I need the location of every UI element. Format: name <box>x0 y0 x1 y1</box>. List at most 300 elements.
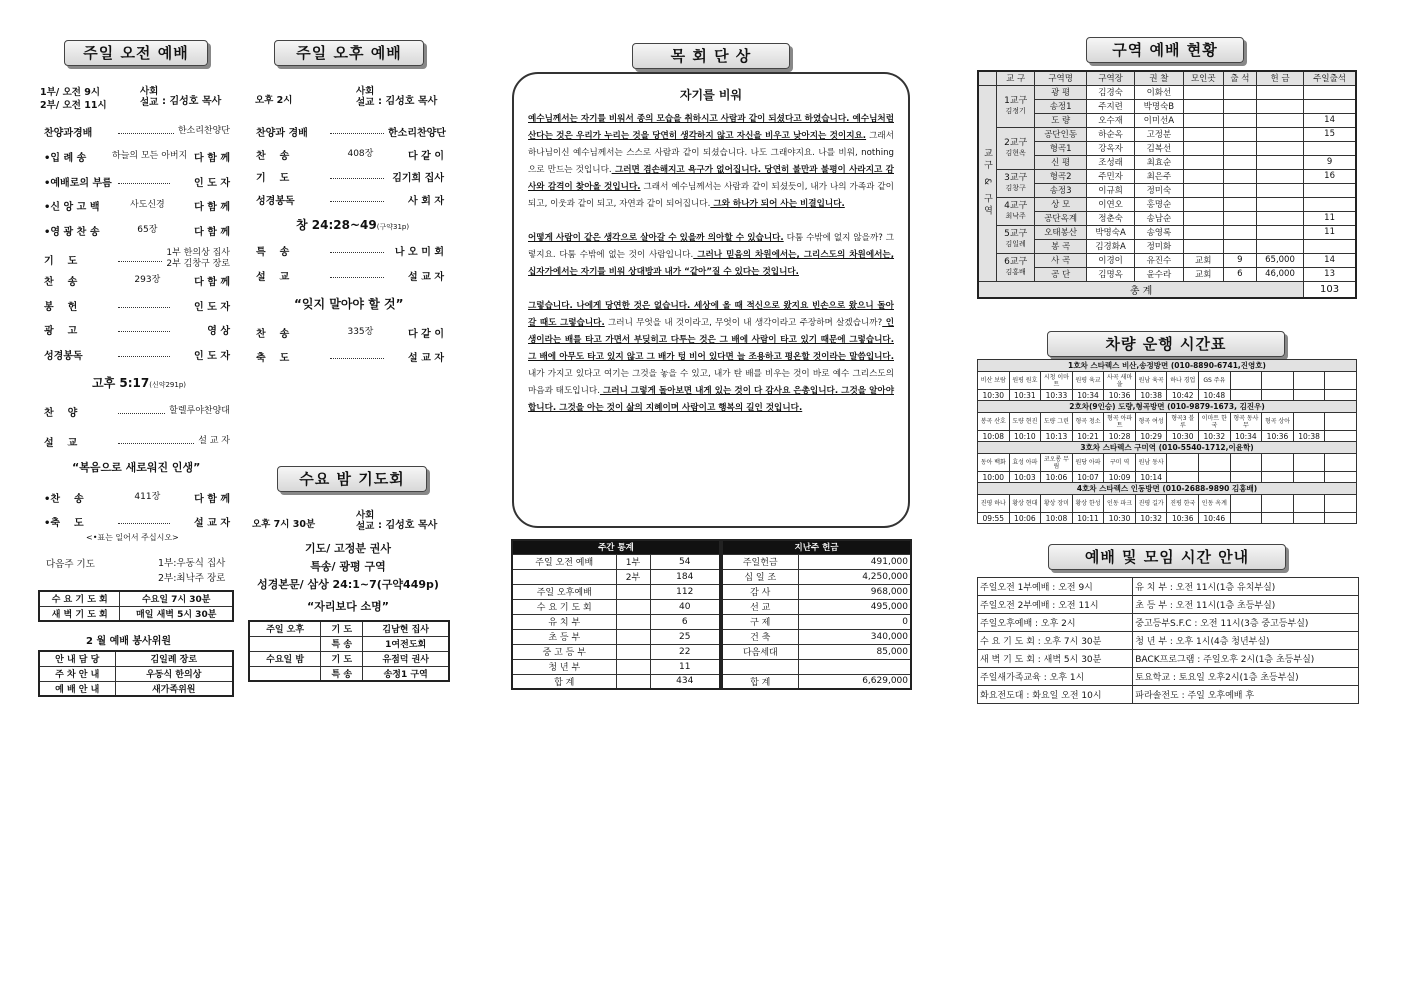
table-cell: 송정1 구역 <box>363 666 449 681</box>
morning-officiant: : 김성호 목사 <box>162 96 222 107</box>
order-item-leader: 설 교 자 <box>408 353 444 364</box>
afternoon-officiant: : 김성호 목사 <box>378 96 438 107</box>
bus-stop <box>1293 372 1325 390</box>
district-cell: 이미선A <box>1135 113 1183 127</box>
order-item-leader: 사 회 자 <box>408 195 444 207</box>
body-text: 내가 가지고 있다고 여기는 그것을 놓을 수 있고, 내가 탄 배를 비우는 것이 바로 예수 그리스도의 마음과 태도입니다. <box>528 369 894 396</box>
bus-stop: 황상 한성 <box>1072 495 1104 513</box>
emphasized-text: 그러나 믿음의 차원에서는, 그리스도의 차원에서는, 십자가에서는 자기를 비워 상대방과 내가 “같아”질 수 있다는 것입니다. <box>528 250 895 277</box>
bus-time: 10:08 <box>1041 513 1073 524</box>
table-cell: 주일 오전 예배 <box>512 554 616 569</box>
table-row <box>39 651 233 666</box>
district-side-label: 교구 & 구역 <box>978 85 997 281</box>
order-item-name: •찬 송 <box>44 494 84 505</box>
wednesday-lines <box>248 540 448 616</box>
order-item-name: 찬 송 <box>44 276 78 288</box>
order-item-name: 봉 헌 <box>44 301 78 313</box>
district-cell: 65,000 <box>1256 253 1303 267</box>
bus-stop: 구미 역 <box>1104 454 1136 472</box>
table-cell: 감 사 <box>722 584 798 599</box>
order-row <box>44 273 230 288</box>
order-item-name: 특 송 <box>256 247 290 258</box>
order-row <box>256 349 444 364</box>
order-item-name: 기 도 <box>44 255 78 267</box>
order-row <box>44 404 230 419</box>
bus-times-row <box>978 513 1357 524</box>
table-cell: 주일오후예배 : 오후 2시 <box>978 614 1133 632</box>
district-cell: 정춘숙 <box>1086 211 1134 225</box>
bus-time: 10:32 <box>1199 431 1231 442</box>
order-item-name: •축 도 <box>44 518 84 529</box>
district-cell <box>1183 141 1223 155</box>
bus-stop <box>1293 413 1325 431</box>
district-cell: 박명숙B <box>1135 99 1183 113</box>
table-cell: 수 요 기 도 회 <box>512 599 616 614</box>
table-row <box>249 636 449 651</box>
bus-stop: 원남 동사 <box>1135 454 1167 472</box>
district-cell: 홍명순 <box>1135 197 1183 211</box>
order-row <box>44 347 230 362</box>
wednesday-officiant: : 김성호 목사 <box>378 520 438 531</box>
body-text: 그래서 하나님이신 예수님께서는 스스로 사람과 같이 되셨습니다. 나도 그래야지요. 나를 비워, nothing으로 만드는 것입니다. <box>528 131 894 175</box>
emphasized-text: 그러면 겸손해지고 욕구가 없어집니다. 당연히 불만과 불평이 사라지고 감사와 감격이 찾아올 것입니다. <box>528 165 894 192</box>
table-row <box>978 578 1359 596</box>
parish-cell <box>997 127 1035 169</box>
wednesday-prayer: 기도/ 고정분 권사 <box>304 542 392 555</box>
bus-stop: 원평 원호 <box>1009 372 1041 390</box>
table-cell: 수요일 7시 30분 <box>120 591 233 606</box>
parish-cell <box>997 225 1035 253</box>
morning-service-times <box>40 86 107 112</box>
district-cell <box>1304 85 1356 99</box>
table-cell: 유 치 부 <box>512 614 616 629</box>
emphasized-text: 예수님께서는 자기를 비워서 종의 모습을 취하시고 사람과 같이 되셨다고 하였습니다. 예수님처럼 산다는 것은 우리가 누리는 것을 당연히 생각하지 않고 자신을 비우고 낮아지는 것이지요. <box>528 114 894 141</box>
bus-time <box>1325 472 1357 483</box>
district-cell: 이연오 <box>1086 197 1134 211</box>
bus-stop: 하나 경업 <box>1167 372 1199 390</box>
table-row <box>978 650 1359 668</box>
leader-dots <box>330 201 384 202</box>
order-item-leader: 김기희 집사 <box>392 173 444 185</box>
order-row <box>44 174 230 189</box>
paragraph-gap <box>528 281 894 298</box>
table-cell: 기 도 <box>321 651 363 666</box>
table-row <box>978 632 1359 650</box>
bus-time: 10:08 <box>978 431 1010 442</box>
table-cell: 54 <box>650 554 720 569</box>
order-item-value: 사도신경 <box>129 200 165 211</box>
order-row <box>44 490 230 505</box>
service-time-2: 2부/ 오전 11시 <box>40 100 107 111</box>
district-cell <box>1183 113 1223 127</box>
bus-time: 10:36 <box>1167 513 1199 524</box>
table-row <box>722 569 911 584</box>
table-cell: 주일 오후예배 <box>512 584 616 599</box>
district-cell: 오태봉산 <box>1035 225 1087 239</box>
table-cell: 구 제 <box>722 614 798 629</box>
district-cell <box>1304 197 1356 211</box>
table-cell: 화요전도대 : 화요일 오전 10시 <box>978 686 1133 704</box>
essay-body <box>528 111 894 417</box>
district-cell: 9 <box>1223 253 1256 267</box>
district-cell: 김경화A <box>1086 239 1134 253</box>
district-cell: 최은주 <box>1135 169 1183 183</box>
district-cell <box>1223 127 1256 141</box>
parish-name: 6교구 <box>1004 257 1028 267</box>
district-row <box>978 253 1356 267</box>
bus-stop: 사곡 새마을 <box>1104 372 1136 390</box>
table-cell: 중 고 등 부 <box>512 644 616 659</box>
parish-leader: 김현옥 <box>1005 149 1026 157</box>
order-item-name: 광 고 <box>44 326 78 338</box>
table-row <box>39 681 233 696</box>
bus-route-header <box>978 483 1357 495</box>
schedule-table <box>977 577 1359 704</box>
district-cell <box>1223 197 1256 211</box>
bus-stop: 봉곡 산호 <box>978 413 1010 431</box>
district-cell: 상 모 <box>1035 197 1087 211</box>
table-cell <box>798 659 911 674</box>
bus-time: 10:42 <box>1167 390 1199 401</box>
table-cell: 매일 새벽 5시 30분 <box>120 606 233 621</box>
table-row <box>249 666 449 681</box>
bus-stop <box>1325 372 1357 390</box>
district-row <box>978 197 1356 211</box>
table-cell: 선 교 <box>722 599 798 614</box>
leader-dots <box>118 261 162 262</box>
bus-time: 10:32 <box>1135 513 1167 524</box>
district-cell: 정미숙 <box>1135 183 1183 197</box>
emphasized-text: 그렇습니다. 나에게 당연한 것은 없습니다. 세상에 올 때 적신으로 왔지요 빈손으로 왔으니 돌아갈 때도 그렇습니다. <box>528 301 894 328</box>
table-cell: 김일례 장로 <box>115 651 233 666</box>
district-cell: 사 곡 <box>1035 253 1087 267</box>
table-row <box>249 621 449 636</box>
table-cell <box>616 584 650 599</box>
district-row <box>978 155 1356 169</box>
table-row <box>978 686 1359 704</box>
district-cell: 봉 곡 <box>1035 239 1087 253</box>
table-row <box>512 554 720 569</box>
weekly-stats-title: 주간 통계 <box>512 540 720 554</box>
bus-stop: 황상 현대 <box>1009 495 1041 513</box>
service-time-1: 1부/ 오전 9시 <box>40 87 101 98</box>
table-cell: 기 도 <box>321 621 363 636</box>
table-row <box>39 666 233 681</box>
bus-time: 10:03 <box>1009 472 1041 483</box>
table-cell: 184 <box>650 569 720 584</box>
order-item-leader: 한소리찬양단 <box>388 128 446 139</box>
district-cell: 11 <box>1304 225 1356 239</box>
order-row <box>256 124 444 139</box>
volunteer-title: 2 월 예배 봉사위원 <box>86 636 172 647</box>
bus-time: 10:34 <box>1072 390 1104 401</box>
bus-time <box>1199 472 1231 483</box>
table-cell: 수 요 기 도 회 : 오후 7시 30분 <box>978 632 1133 650</box>
bus-time: 10:14 <box>1135 472 1167 483</box>
order-row <box>44 322 230 337</box>
bus-stop: 진평 길가 <box>1135 495 1167 513</box>
emphasized-text: 어떻게 사람이 같은 생각으로 살아갈 수 있을까 의아할 수 있습니다. <box>528 233 784 243</box>
order-row <box>44 198 230 213</box>
table-cell: 새가족위원 <box>115 681 233 696</box>
order-item-leader: 다 함 께 <box>194 152 230 164</box>
bus-stop <box>1262 454 1294 472</box>
morning-sermon-title: “복음으로 새로워진 인생” <box>72 461 201 474</box>
district-cell: 13 <box>1304 267 1356 281</box>
district-cell <box>1256 183 1303 197</box>
order-row <box>44 149 230 164</box>
order-item-value: 설 교 자 <box>198 436 230 446</box>
district-row <box>978 99 1356 113</box>
bus-route-table <box>977 400 1357 442</box>
bus-stop: 시청 이마트 <box>1041 372 1073 390</box>
table-cell: 주일오전 2부예배 : 오전 11시 <box>978 596 1133 614</box>
bus-stop <box>1230 454 1262 472</box>
order-item-name: 찬양과 경배 <box>256 128 308 139</box>
district-cell <box>1304 99 1356 113</box>
district-cell: 교회 <box>1183 253 1223 267</box>
district-cell <box>1256 85 1303 99</box>
order-item-leader: 인 도 자 <box>194 177 230 189</box>
district-header-cell: 교 구 <box>997 71 1035 85</box>
order-item-leader: 인 도 자 <box>194 351 230 363</box>
paragraph-gap <box>528 213 894 230</box>
offering-table <box>721 539 912 690</box>
table-cell: 토요학교 : 토요일 오후2시(1층 초등부실) <box>1133 668 1359 686</box>
essay-paragraph <box>528 111 894 213</box>
district-cell: 11 <box>1304 211 1356 225</box>
district-cell: 윤수라 <box>1135 267 1183 281</box>
order-row <box>256 268 444 283</box>
afternoon-scripture-ref: (구약31p) <box>376 223 410 231</box>
bus-route-header <box>978 360 1357 372</box>
table-cell: 11 <box>650 659 720 674</box>
bus-stop <box>1325 413 1357 431</box>
order-item-name: 기 도 <box>256 173 290 185</box>
bus-route-table <box>977 441 1357 483</box>
table-cell: BACK프로그램 : 주일오후 2시(1층 초등부실) <box>1133 650 1359 668</box>
district-cell: 공단옥계 <box>1035 211 1087 225</box>
leader-dots <box>118 331 170 332</box>
order-item-name: 찬 양 <box>44 408 78 419</box>
order-item-leader: 다 함 께 <box>194 494 231 505</box>
afternoon-scripture <box>296 216 409 233</box>
bus-stop: 형곡 청소 <box>1072 413 1104 431</box>
table-row <box>978 596 1359 614</box>
table-cell: 특 송 <box>321 666 363 681</box>
wednesday-officiant-label: 사회 설교 <box>356 510 375 532</box>
district-cell <box>1223 169 1256 183</box>
leader-dots <box>118 356 170 357</box>
district-cell: 유진수 <box>1135 253 1183 267</box>
morning-officiant-label: 사회 설교 <box>140 86 159 108</box>
order-item-name: •영 광 찬 송 <box>44 227 100 239</box>
bus-stop: 황상 장미 <box>1041 495 1073 513</box>
order-item-value: 한소리찬양단 <box>177 126 230 136</box>
bus-time: 10:28 <box>1104 431 1136 442</box>
bus-time: 10:10 <box>1009 431 1041 442</box>
weekly-stats-table <box>511 539 721 690</box>
wednesday-time: 오후 7시 30분 <box>252 519 316 530</box>
order-item-name: 찬양과경배 <box>44 128 93 139</box>
table-cell: 주일새가족교육 : 오후 1시 <box>978 668 1133 686</box>
order-item-leader: 나 오 미 회 <box>394 247 444 258</box>
parish-leader: 최낙주 <box>1005 212 1026 220</box>
bus-route-name: 2호차(9인승) 도량,형곡방면 (010-9879-1673, 김진우) <box>978 401 1357 413</box>
table-cell: 새 벽 기 도 회 : 새벽 5시 30분 <box>978 650 1133 668</box>
body-text: 다툼 수밖에 없지 않을까? 그렇지요. 다툼 수밖에 없는 것이 사람입니다. <box>528 233 894 260</box>
table-cell <box>512 569 616 584</box>
leader-dots <box>330 133 384 134</box>
order-item-value: 할렐루야찬양대 <box>169 406 230 416</box>
bus-time: 10:00 <box>978 472 1010 483</box>
table-row <box>512 674 720 689</box>
table-cell: 85,000 <box>798 644 911 659</box>
district-cell <box>1256 155 1303 169</box>
table-row <box>512 569 720 584</box>
district-cell <box>1223 225 1256 239</box>
order-item-name: 찬 송 <box>256 150 290 162</box>
morning-scripture-text: 고후 5:17 <box>92 376 150 390</box>
leader-dots <box>118 307 170 308</box>
table-cell: 0 <box>798 614 911 629</box>
district-header-cell: 주일출석 <box>1304 71 1356 85</box>
table-cell <box>616 659 650 674</box>
district-cell: 공 단 <box>1035 267 1087 281</box>
district-header-cell: 구역명 <box>1035 71 1087 85</box>
district-cell <box>1183 239 1223 253</box>
district-row <box>978 211 1356 225</box>
bus-stop: 진평 하나 <box>978 495 1010 513</box>
emphasized-text: 그와 하나가 되어 사는 비결입니다. <box>710 199 845 209</box>
district-cell <box>1256 127 1303 141</box>
table-cell <box>616 599 650 614</box>
district-cell <box>1256 169 1303 183</box>
district-title: 구역 예배 현황 <box>1086 37 1244 63</box>
bus-times-row <box>978 472 1357 483</box>
afternoon-scripture-text: 창 24:28~49 <box>296 218 377 232</box>
table-cell <box>616 614 650 629</box>
order-item-leader: 다 같 이 <box>408 329 444 340</box>
table-cell: 중고등부S.F.C : 오전 11시(3층 중고등부실) <box>1133 614 1359 632</box>
leader-dots <box>118 133 174 134</box>
next-prayer-1: 1부:우동식 집사 <box>158 558 226 569</box>
bus-stop: 원당 아파 <box>1072 454 1104 472</box>
bus-time: 10:06 <box>1009 513 1041 524</box>
table-cell: 495,000 <box>798 599 911 614</box>
bus-route-name: 1호차 스타렉스 비산,송정방면 (010-8890-6741,진영호) <box>978 360 1357 372</box>
table-cell: 건 축 <box>722 629 798 644</box>
table-cell <box>249 636 321 651</box>
district-cell: 강옥자 <box>1086 141 1134 155</box>
bus-time <box>1230 472 1262 483</box>
district-cell: 14 <box>1304 253 1356 267</box>
bus-stop <box>1325 495 1357 513</box>
bus-time <box>1167 472 1199 483</box>
bus-time: 10:06 <box>1041 472 1073 483</box>
order-row <box>44 434 230 449</box>
district-row <box>978 127 1356 141</box>
bus-stops-row <box>978 454 1357 472</box>
district-row <box>978 113 1356 127</box>
district-cell: 15 <box>1304 127 1356 141</box>
district-cell: 송정1 <box>1035 99 1087 113</box>
bus-time <box>1325 431 1357 442</box>
next-week-duty-table <box>248 620 450 682</box>
afternoon-sermon-title: “잊지 말아야 할 것” <box>294 297 404 311</box>
bus-stop <box>1262 372 1294 390</box>
table-cell: 2부 <box>616 569 650 584</box>
table-cell: 22 <box>650 644 720 659</box>
bus-stop <box>1293 495 1325 513</box>
district-header-cell: 구역장 <box>1086 71 1134 85</box>
district-cell: 김복선 <box>1135 141 1183 155</box>
next-prayer-label: 다음주 기도 <box>46 559 95 570</box>
wednesday-sermon-title: “자리보다 소명” <box>306 600 390 613</box>
bus-stops-row <box>978 372 1357 390</box>
table-cell <box>249 666 321 681</box>
district-cell: 하순옥 <box>1086 127 1134 141</box>
bus-stop <box>1230 495 1262 513</box>
table-row <box>39 591 233 606</box>
parish-cell <box>997 85 1035 127</box>
table-row <box>39 606 233 621</box>
afternoon-time: 오후 2시 <box>255 95 293 106</box>
table-cell: 합 계 <box>722 674 798 689</box>
table-row <box>512 659 720 674</box>
order-row <box>256 169 444 184</box>
bus-times-row <box>978 431 1357 442</box>
leader-dots <box>118 413 165 414</box>
district-cell <box>1183 225 1223 239</box>
bus-time: 10:21 <box>1072 431 1104 442</box>
table-row <box>512 599 720 614</box>
table-row <box>512 614 720 629</box>
bus-stops-row <box>978 495 1357 513</box>
body-text: 그러니 무엇을 내 것이라고, 무엇이 내 생각이라고 주장하며 살겠습니까? <box>604 318 883 328</box>
district-cell: 주지련 <box>1086 99 1134 113</box>
afternoon-officiant-label: 사회 설교 <box>356 86 375 108</box>
bus-time: 10:30 <box>1104 513 1136 524</box>
bus-stop: 형곡 동사무 <box>1230 413 1262 431</box>
district-total-label: 총 계 <box>978 281 1304 298</box>
district-cell: 최효순 <box>1135 155 1183 169</box>
bus-stop: GS 주유 <box>1199 372 1231 390</box>
meeting-time-table <box>38 590 234 622</box>
body-text: 그래서 예수님께서는 사람과 같이 되셨듯이, 내가 나의 가족과 같이 되고, 이웃과 같이 되고, 자연과 같이 되어집니다. <box>528 182 894 209</box>
table-cell: 수 요 기 도 회 <box>39 591 120 606</box>
district-total-value: 103 <box>1304 281 1356 298</box>
table-row <box>978 614 1359 632</box>
bus-stop: 비산 보람 <box>978 372 1010 390</box>
district-cell <box>1256 197 1303 211</box>
table-cell: 주일 오후 <box>249 621 321 636</box>
table-cell: 340,000 <box>798 629 911 644</box>
parish-name: 2교구 <box>1004 138 1028 148</box>
parish-cell <box>997 253 1035 281</box>
order-item-name: •신 앙 고 백 <box>44 202 100 214</box>
bus-time: 10:33 <box>1041 390 1073 401</box>
district-cell: 광 평 <box>1035 85 1087 99</box>
bus-stop: 도량 현진 <box>1009 413 1041 431</box>
leader-dots <box>330 358 384 359</box>
district-cell: 14 <box>1304 113 1356 127</box>
district-cell: 공단인동 <box>1035 127 1087 141</box>
order-item-value: 411장 <box>134 492 161 502</box>
district-cell <box>1183 211 1223 225</box>
table-cell: 청 년 부 : 오후 1시(4층 청년부실) <box>1133 632 1359 650</box>
essay-paragraph <box>528 298 894 417</box>
